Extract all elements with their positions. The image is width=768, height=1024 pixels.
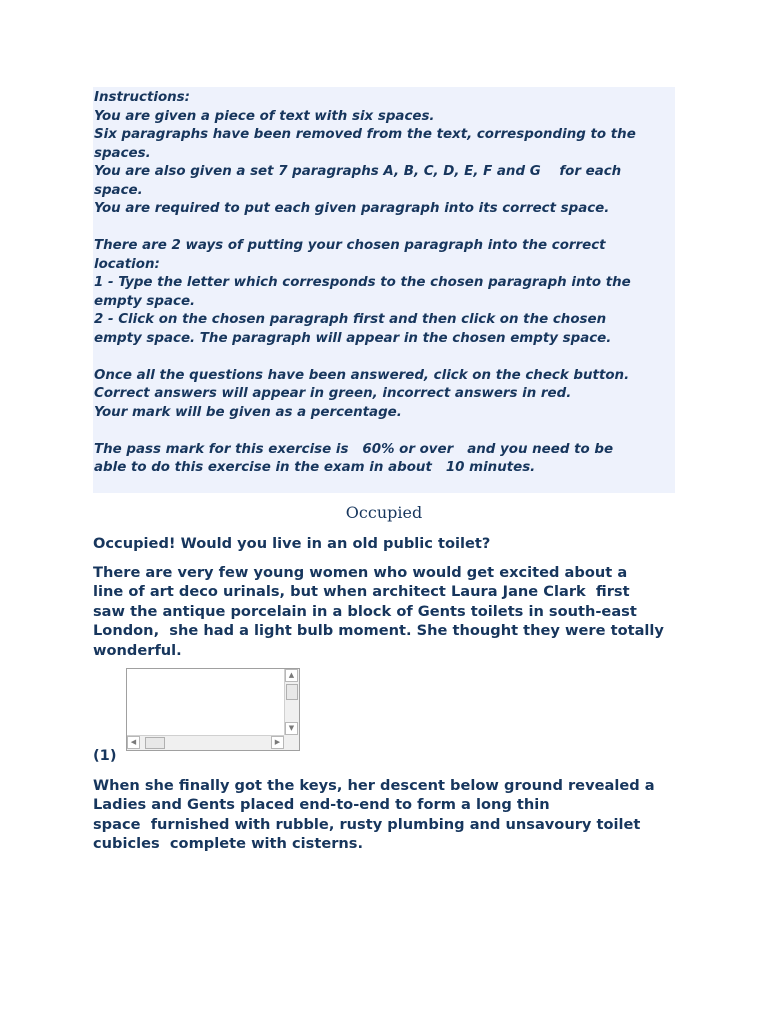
instructions-spacer [94, 219, 675, 238]
scroll-left-icon[interactable]: ◀ [127, 736, 140, 749]
vertical-scrollbar[interactable] [284, 669, 299, 735]
scroll-thumb[interactable] [286, 684, 298, 700]
instructions-line: Correct answers will appear in green, incorrect answers in red. [94, 386, 572, 401]
answer-textarea-1[interactable] [126, 668, 300, 751]
instructions-line: Six paragraphs have been removed from the text, corresponding to the [94, 127, 636, 142]
article-paragraph: There are very few young women who would get excited about a line of art deco urinals, but when architect Laura Jane Clark first saw the antique porcelain in a block of Gents toilets in south-east London, she had a light bulb moment. She thought they were totally wonderful. [93, 564, 664, 659]
instructions-line: 1 - Type the letter which corresponds to the chosen paragraph into the [94, 275, 631, 290]
instructions-line: The pass mark for this exercise is 60% or over and you need to be [94, 441, 614, 457]
instructions-line: able to do this exercise in the exam in about 10 minutes. [94, 460, 536, 475]
instructions-line: There are 2 ways of putting your chosen paragraph into the correct [94, 238, 606, 253]
horizontal-scrollbar[interactable] [127, 735, 284, 750]
instructions-spacer [94, 422, 675, 441]
instructions-line: empty space. The paragraph will appear in the chosen empty space. [94, 330, 612, 346]
instructions-line: empty space. [94, 293, 196, 309]
scroll-down-icon[interactable]: ▼ [285, 722, 298, 735]
instructions-line: You are also given a set 7 paragraphs A, B, C, D, E, F and G for each [94, 164, 622, 179]
scroll-up-icon[interactable]: ▲ [285, 669, 298, 682]
scrollbar-corner [284, 735, 299, 750]
instructions-line: location: [94, 256, 160, 272]
instructions-line: space. [94, 182, 143, 198]
scroll-right-icon[interactable]: ▶ [271, 736, 284, 749]
instructions-line: You are required to put each given paragraph into its correct space. [94, 201, 610, 216]
instructions-heading: Instructions: [94, 90, 191, 105]
scroll-thumb[interactable] [145, 737, 165, 749]
instructions-box [93, 87, 675, 493]
article-title: Occupied [345, 503, 423, 522]
instructions-line: Your mark will be given as a percentage. [94, 404, 402, 420]
article-paragraph: When she finally got the keys, her descent below ground revealed a Ladies and Gents placed end-to-end to form a long thin space furnished with rubble, rusty plumbing and unsavoury toilet cubicles complete with cisterns. [93, 777, 655, 853]
instructions-spacer [94, 348, 675, 367]
article-subtitle: Occupied! Would you live in an old public toilet? [93, 535, 491, 552]
gap-number-label: (1) [93, 747, 117, 764]
instructions-line: Once all the questions have been answered, click on the check button. [94, 367, 630, 383]
instructions-line: You are given a piece of text with six spaces. [94, 108, 435, 124]
instructions-line: spaces. [94, 145, 151, 161]
instructions-line: 2 - Click on the chosen paragraph first and then click on the chosen [94, 312, 607, 327]
